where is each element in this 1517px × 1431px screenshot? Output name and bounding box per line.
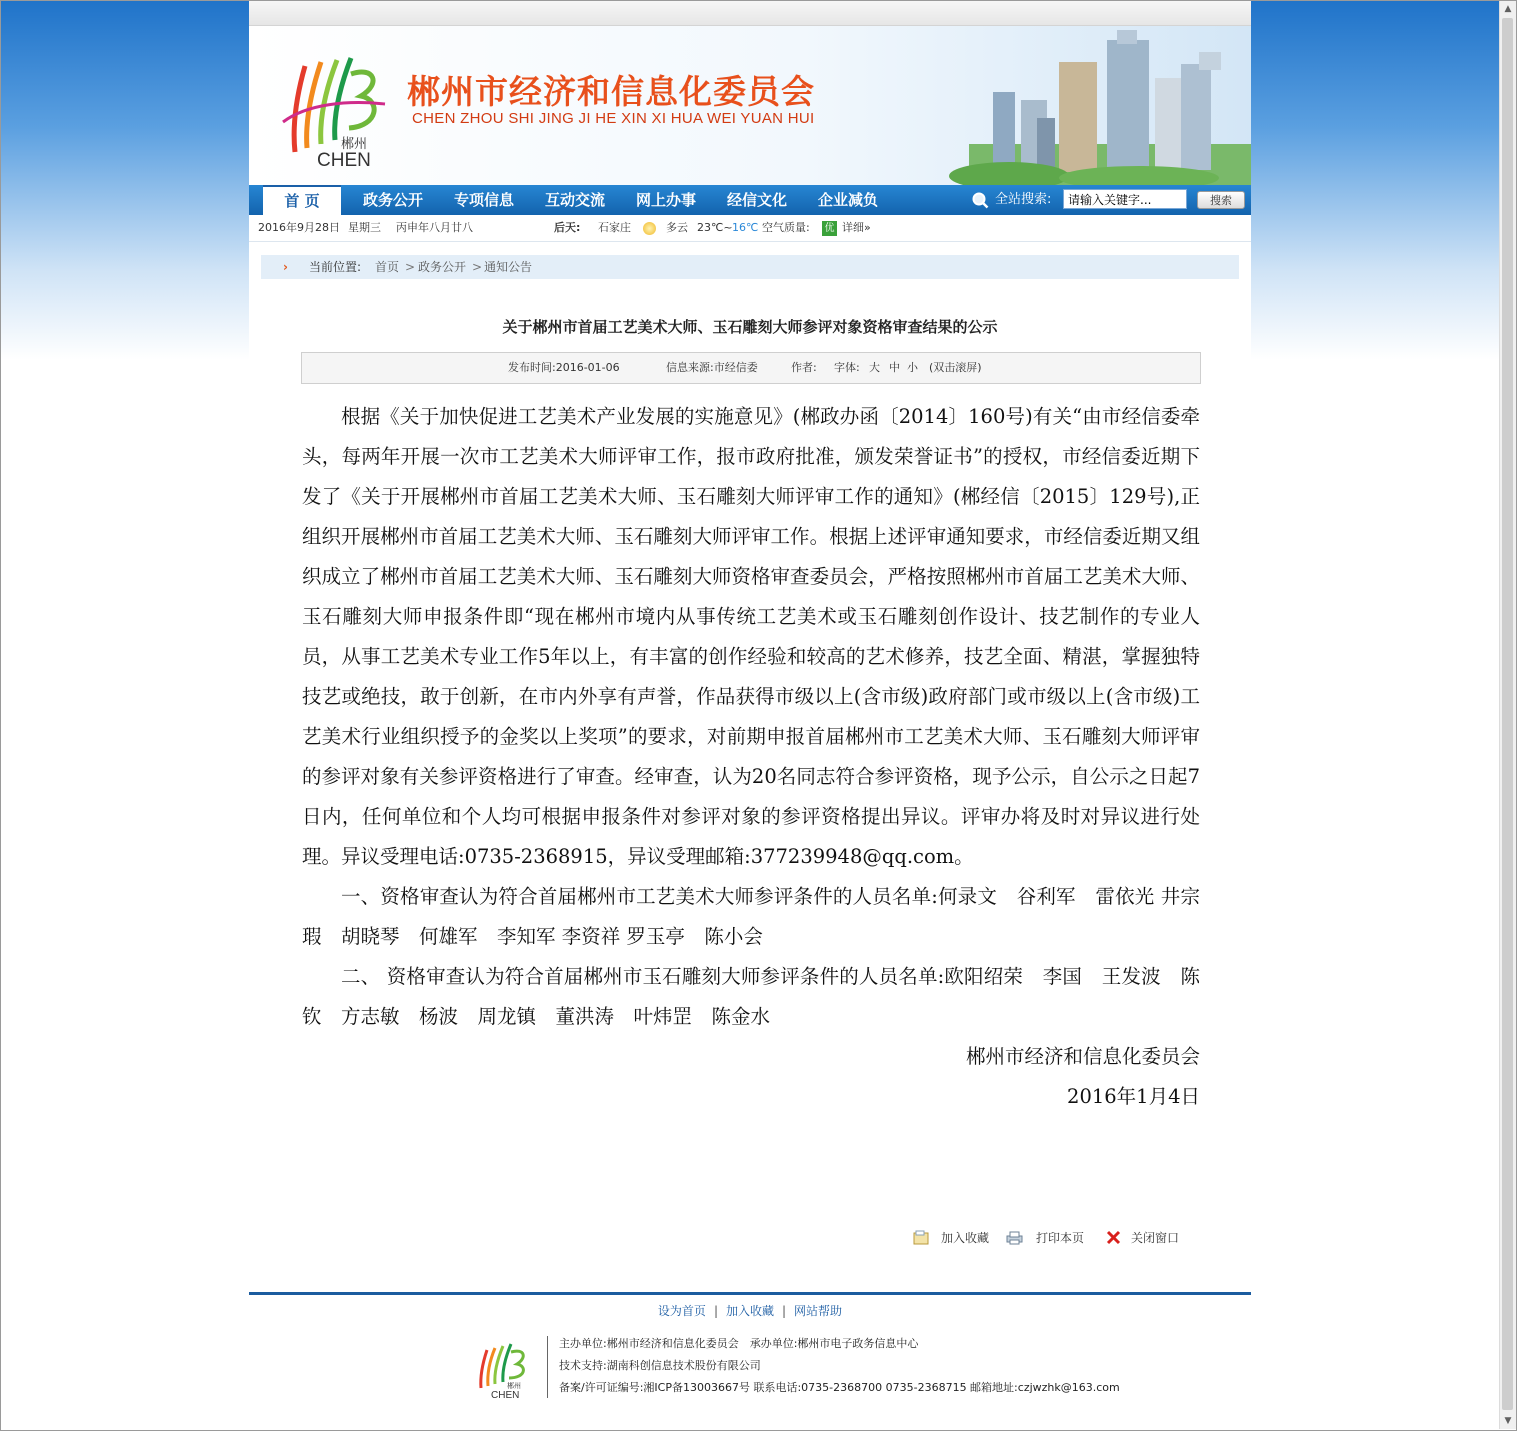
scroll-down-icon[interactable]: ▼ xyxy=(1504,1416,1512,1426)
article-paragraph: 二、 资格审查认为符合首届郴州市玉石雕刻大师参评条件的人员名单:欧阳绍荣 李国 王发波 陈钦 方志敏 杨波 周龙镇 董洪涛 叶炜罡 陈金水 xyxy=(302,965,1200,1028)
air-quality-badge: 优 xyxy=(822,221,837,236)
logo-text-cn: 郴州 xyxy=(341,137,368,152)
favorite-icon xyxy=(913,1230,930,1245)
footer-links xyxy=(249,1302,1251,1319)
font-size-medium[interactable]: 中 xyxy=(889,361,900,374)
info-bar xyxy=(249,215,1251,242)
print-label[interactable]: 打印本页 xyxy=(1036,1231,1085,1245)
page-container xyxy=(249,0,1251,1431)
weather-city: 石家庄 xyxy=(598,221,631,234)
top-strip xyxy=(249,0,1251,26)
site-title: 郴州市经济和信息化委员会 xyxy=(407,72,815,111)
vertical-scrollbar[interactable] xyxy=(1499,1,1516,1429)
close-label[interactable]: 关闭窗口 xyxy=(1131,1231,1180,1245)
breadcrumb-arrow-icon: › xyxy=(283,260,288,274)
footer-tech-support: 技术支持:湖南科创信息技术股份有限公司 xyxy=(559,1359,761,1372)
site-header xyxy=(249,26,1251,185)
font-size-small[interactable]: 小 xyxy=(907,361,918,374)
footer-divider xyxy=(249,1292,1251,1295)
article-paragraph: 一、资格审查认为符合首届郴州市工艺美术大师参评条件的人员名单:何录文 谷利军 雷依光 井宗瑕 胡晓琴 何雄军 李知军 李资祥 罗玉亭 陈小会 xyxy=(302,885,1200,948)
close-icon xyxy=(1105,1230,1122,1245)
nav-item-interaction[interactable]: 互动交流 xyxy=(544,191,605,209)
footer-link-set-home[interactable]: 设为首页 xyxy=(657,1304,706,1318)
breadcrumb-label: 当前位置: xyxy=(309,260,362,274)
site-logo[interactable] xyxy=(277,44,392,169)
temp-low: 16℃ xyxy=(732,221,759,234)
footer-link-help[interactable]: 网站帮助 xyxy=(794,1304,843,1318)
printer-icon xyxy=(1006,1230,1023,1245)
favorite-label[interactable]: 加入收藏 xyxy=(941,1231,990,1245)
city-skyline-image xyxy=(889,26,1251,185)
search-button[interactable]: 搜索 xyxy=(1197,191,1245,209)
article-paragraph: 根据《关于加快促进工艺美术产业发展的实施意见》(郴政办函〔2014〕160号)有关“由市经信委牵头，每两年开展一次市工艺美术大师评审工作，报市政府批准，颁发荣誉证书”的授权，市经信委近期下发了《关于开展郴州市首届工艺美术大师、玉石雕刻大师评审工作的通知》(郴经信〔2015〕129号),正组织开展郴州市首届工艺美术大师、玉石雕刻大师评审工作。根据上述评审通知要求，市经信委近期又组织成立了郴州市首届工艺美术大师、玉石雕刻大师资格审查委员会，严格按照郴州市首届工艺美术大师、玉石雕刻大师申报条件即“现在郴州市境内从事传统工艺美术或玉石雕刻创作设计、技艺制作的专业人员，从事工艺美术专业工作5年以上，有丰富的创作经验和较高的艺术修养，技艺全面、精湛，掌握独特技艺或绝技，敢于创新，在市内外享有声誉，作品获得市级以上(含市级)政府部门或市级以上(含市级)工艺美术行业组织授予的金奖以上奖项”的要求，对前期申报首届郴州市工艺美术大师、玉石雕刻大师评审的参评对象有关参评资格进行了审查。经审查，认为20名同志符合参评资格，现予公示，自公示之日起7日内，任何单位和个人均可根据申报条件对参评对象的参评资格提出异议。评审办将及时对异议进行处理。异议受理电话:0735-2368915，异议受理邮箱:377239948@qq.com。 xyxy=(302,405,1200,868)
search-input[interactable] xyxy=(1063,189,1187,209)
footer-link-favorite[interactable]: 加入收藏 xyxy=(725,1304,774,1318)
current-weekday: 星期三 xyxy=(348,221,381,234)
double-click-scroll-hint: (双击滚屏) xyxy=(929,361,982,374)
air-quality-label: 空气质量: xyxy=(762,221,810,234)
site-subtitle: CHEN ZHOU SHI JING JI HE XIN XI HUA WEI YUAN HUI xyxy=(412,110,815,127)
search-icon xyxy=(971,191,989,209)
footer-organizer: 主办单位:郴州市经济和信息化委员会 承办单位:郴州市电子政务信息中心 xyxy=(559,1337,919,1350)
breadcrumb xyxy=(261,255,1239,279)
nav-item-home[interactable]: 首 页 xyxy=(263,185,341,215)
article-meta xyxy=(301,352,1201,384)
breadcrumb-sep: > xyxy=(405,260,416,274)
cloudy-sun-icon xyxy=(643,222,656,235)
footer-info xyxy=(559,1333,1120,1399)
weather-condition: 多云 xyxy=(666,221,688,234)
publish-time: 发布时间:2016-01-06 xyxy=(508,361,620,374)
article-title: 关于郴州市首届工艺美术大师、玉石雕刻大师参评对象资格审查结果的公示 xyxy=(502,318,998,336)
scroll-thumb[interactable] xyxy=(1502,18,1513,1410)
font-size-large[interactable]: 大 xyxy=(869,361,880,374)
font-size-label: 字体: xyxy=(834,361,860,374)
nav-item-burden-reduction[interactable]: 企业减负 xyxy=(817,191,878,209)
footer-logo-text-cn: 郴州 xyxy=(507,1382,521,1390)
footer-vertical-divider xyxy=(547,1336,548,1398)
signature-org: 郴州市经济和信息化委员会 xyxy=(965,1045,1200,1068)
footer-logo-text-en: CHEN xyxy=(491,1390,520,1400)
main-nav xyxy=(249,185,1251,215)
current-date: 2016年9月28日 xyxy=(258,221,340,234)
nav-item-gov-affairs[interactable]: 政务公开 xyxy=(362,191,423,209)
search-label: 全站搜索: xyxy=(995,192,1052,207)
lunar-date: 丙申年八月廿八 xyxy=(396,221,473,234)
logo-text-en: CHEN xyxy=(317,150,371,169)
breadcrumb-item-home[interactable]: 首页 xyxy=(375,260,400,274)
weather-detail-link[interactable]: 详细» xyxy=(842,221,871,234)
info-source: 信息来源:市经信委 xyxy=(666,361,758,374)
breadcrumb-item-gov-affairs[interactable]: 政务公开 xyxy=(418,260,467,274)
signature-date: 2016年1月4日 xyxy=(1067,1085,1200,1108)
footer-link-sep: | xyxy=(782,1304,787,1318)
breadcrumb-sep: > xyxy=(472,260,483,274)
scroll-up-icon[interactable]: ▲ xyxy=(1504,4,1512,14)
footer-link-sep: | xyxy=(713,1304,718,1318)
footer-license: 备案/许可证编号:湘ICP备13003667号 联系电话:0735-2368700 0735-2368715 邮箱地址:czjwzhk@163.com xyxy=(559,1381,1120,1394)
nav-item-special-info[interactable]: 专项信息 xyxy=(453,191,514,209)
breadcrumb-item-notice[interactable]: 通知公告 xyxy=(484,260,533,274)
nav-item-online-service[interactable]: 网上办事 xyxy=(635,191,696,209)
article-body xyxy=(302,397,1200,1117)
author-label: 作者: xyxy=(791,361,817,374)
weather-day-label: 后天: xyxy=(554,221,581,234)
footer-logo xyxy=(471,1338,537,1400)
temp-high: 23℃~ xyxy=(697,221,733,234)
nav-item-culture[interactable]: 经信文化 xyxy=(726,191,787,209)
